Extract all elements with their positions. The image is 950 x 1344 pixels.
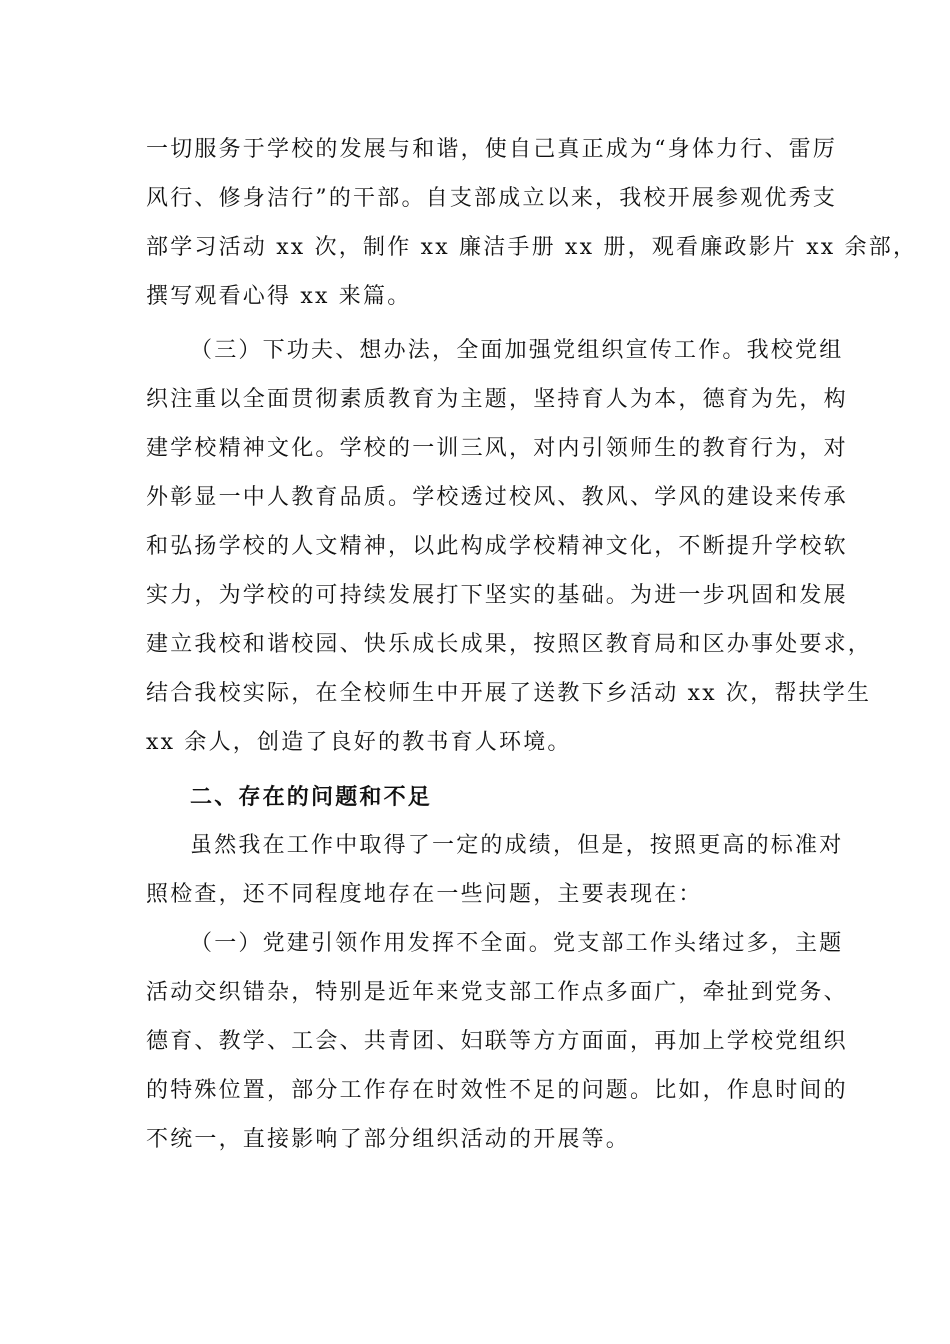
paragraph-line: 虽然我在工作中取得了一定的成绩，但是，按照更高的标准对 — [190, 833, 844, 858]
paragraph-line: （一）党建引领作用发挥不全面。党支部工作头绪过多，主题 — [190, 931, 844, 956]
paragraph-line: 结合我校实际，在全校师生中开展了送教下乡活动 xx 次，帮扶学生 — [146, 681, 872, 706]
paragraph-line: 和弘扬学校的人文精神，以此构成学校精神文化，不断提升学校软 — [146, 534, 848, 559]
paragraph-line: 外彰显一中人教育品质。学校透过校风、教风、学风的建设来传承 — [146, 485, 848, 510]
paragraph-line: 活动交织错杂，特别是近年来党支部工作点多面广，牵扯到党务、 — [146, 980, 848, 1005]
paragraph-line: 部学习活动 xx 次，制作 xx 廉洁手册 xx 册，观看廉政影片 xx 余部， — [146, 235, 918, 260]
paragraph-line: xx 余人，创造了良好的教书育人环境。 — [146, 730, 572, 755]
paragraph-line: 实力，为学校的可持续发展打下坚实的基础。为进一步巩固和发展 — [146, 583, 848, 608]
paragraph-line: 不统一，直接影响了部分组织活动的开展等。 — [146, 1127, 631, 1152]
paragraph-line: 德育、教学、工会、共青团、妇联等方方面面，再加上学校党组织 — [146, 1029, 848, 1054]
paragraph-line: 撰写观看心得 xx 来篇。 — [146, 284, 412, 309]
paragraph-line: 建学校精神文化。学校的一训三风，对内引领师生的教育行为，对 — [146, 436, 848, 461]
section-heading: 二、存在的问题和不足 — [190, 784, 433, 810]
paragraph-line: 照检查，还不同程度地存在一些问题，主要表现在： — [146, 882, 703, 907]
paragraph-line: 的特殊位置，部分工作存在时效性不足的问题。比如，作息时间的 — [146, 1078, 848, 1103]
paragraph-line: 建立我校和谐校园、快乐成长成果，按照区教育局和区办事处要求， — [146, 632, 873, 657]
paragraph-line: 一切服务于学校的发展与和谐，使自己真正成为“身体力行、雷厉 — [146, 137, 838, 162]
paragraph-line: 风行、修身洁行”的干部。自支部成立以来，我校开展参观优秀支 — [146, 186, 838, 211]
paragraph-line: 织注重以全面贯彻素质教育为主题，坚持育人为本，德育为先，构 — [146, 387, 848, 412]
paragraph-line: （三）下功夫、想办法，全面加强党组织宣传工作。我校党组 — [190, 338, 844, 363]
